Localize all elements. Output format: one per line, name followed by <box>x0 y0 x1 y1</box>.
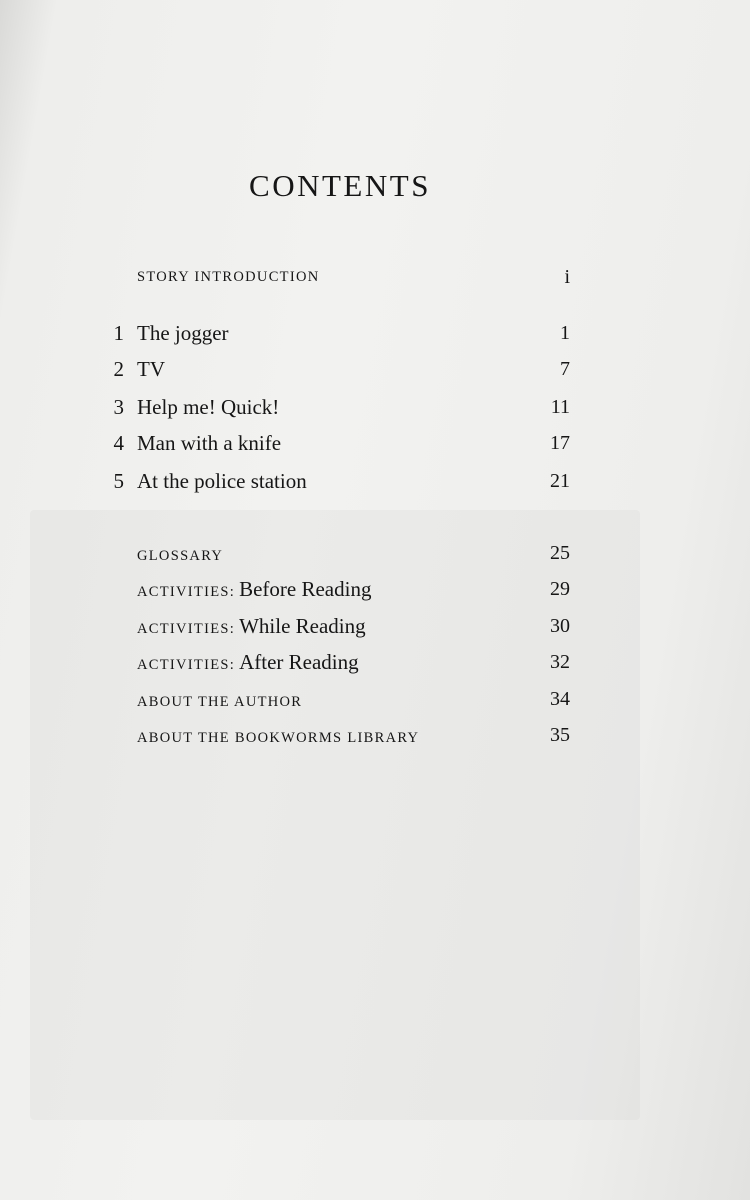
chapter-page: 17 <box>550 432 570 454</box>
toc-entry-page: 30 <box>550 615 570 637</box>
toc-chapter <box>0 354 750 384</box>
toc-entry-label: ABOUT THE AUTHOR <box>137 694 303 710</box>
chapter-page: 21 <box>550 470 570 492</box>
toc-entry-page: 34 <box>550 688 570 710</box>
toc-entry-label: ACTIVITIES: Before Reading <box>137 577 372 601</box>
chapter-title: Help me! Quick! <box>137 395 280 419</box>
toc-entry-introduction <box>0 262 750 292</box>
chapter-number: 2 <box>113 357 124 381</box>
toc-entry-activities-while <box>0 611 750 641</box>
chapter-number: 1 <box>113 321 124 345</box>
toc-entry-activities-before <box>0 574 750 604</box>
toc-entry-page: i <box>564 266 570 288</box>
toc-entry-glossary <box>0 538 750 568</box>
chapter-title: At the police station <box>137 469 307 493</box>
chapter-page: 7 <box>560 358 570 380</box>
toc-chapter <box>0 428 750 458</box>
chapter-number: 3 <box>113 395 124 419</box>
chapter-title: Man with a knife <box>137 431 282 455</box>
toc-chapter <box>0 466 750 496</box>
toc-entry-label: STORY INTRODUCTION <box>137 269 320 285</box>
toc-entry-about-author <box>0 684 750 714</box>
toc-entry-page: 32 <box>550 651 570 673</box>
toc-chapter <box>0 392 750 422</box>
toc-chapter <box>0 318 750 348</box>
chapter-page: 1 <box>560 322 570 344</box>
chapter-title: TV <box>137 357 165 381</box>
toc-entry-label: ACTIVITIES: While Reading <box>137 614 366 638</box>
toc-entry-page: 35 <box>550 724 570 746</box>
chapter-number: 5 <box>113 469 124 493</box>
page-title: CONTENTS <box>249 168 431 203</box>
toc-entry-page: 29 <box>550 578 570 600</box>
toc-entry-label: ACTIVITIES: After Reading <box>137 650 359 674</box>
chapter-page: 11 <box>550 396 570 418</box>
toc-entry-page: 25 <box>550 542 570 564</box>
toc-entry-label: GLOSSARY <box>137 548 224 564</box>
toc-entry-label: ABOUT THE BOOKWORMS LIBRARY <box>137 730 420 746</box>
chapter-number: 4 <box>113 431 124 455</box>
chapter-title: The jogger <box>137 321 229 345</box>
toc-entry-activities-after <box>0 647 750 677</box>
toc-entry-about-library <box>0 720 750 750</box>
